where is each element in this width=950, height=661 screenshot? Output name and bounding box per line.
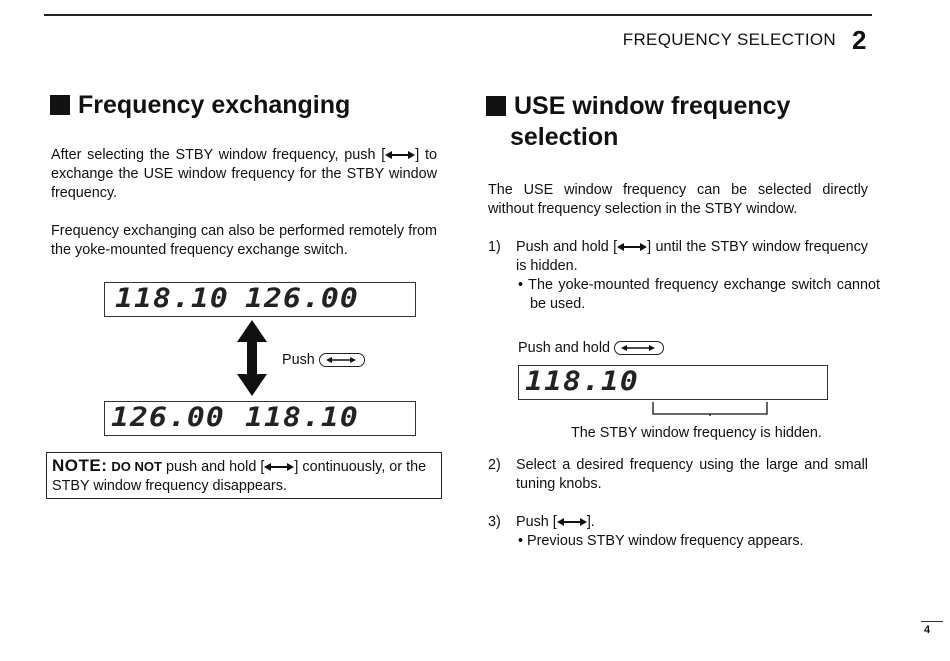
hidden-bracket <box>652 402 768 416</box>
section-title: FREQUENCY SELECTION <box>622 30 836 49</box>
exchange-arrow-icon <box>385 150 415 160</box>
up-down-arrow-icon <box>237 320 267 396</box>
note-box <box>46 452 442 499</box>
push-label-row: Push <box>282 352 365 368</box>
left-paragraph-1: After selecting the STBY window frequency, push [ ] to exchange the USE window frequency for the STBY window frequency. <box>51 147 438 201</box>
page-number-rule <box>921 621 943 622</box>
right-heading: USE window frequency selection <box>486 91 790 153</box>
step3-bullet: • Previous STBY window frequency appears. <box>518 533 804 549</box>
heading-square-icon <box>50 95 70 115</box>
page-number: 4 <box>924 624 931 636</box>
heading-square-icon <box>486 96 506 116</box>
step1-text: Push and hold [ ] until the STBY window frequency is hidden. <box>516 239 868 274</box>
display-bottom-stby: 118.10 <box>245 402 359 433</box>
step2-text: Select a desired frequency using the large and small tuning knobs. <box>516 457 868 492</box>
note-text: NOTE: DO NOT push and hold [ ] continuously, or the STBY window frequency disappears. <box>52 456 427 494</box>
exchange-arrow-icon <box>264 462 294 472</box>
step2-number: 2) <box>488 457 501 473</box>
display-top-stby: 126.00 <box>245 283 359 314</box>
left-paragraph-2: Frequency exchanging can also be performed remotely from the yoke-mounted frequency exchange switch. <box>51 223 437 258</box>
step3-text: Push [ ]. <box>516 514 595 530</box>
right-intro: The USE window frequency can be selected directly without frequency selection in the STBY window. <box>488 182 868 217</box>
display-top-use: 118.10 <box>115 283 229 314</box>
exchange-arrow-icon <box>617 242 647 252</box>
display-top <box>104 282 416 317</box>
header-rule <box>44 14 872 16</box>
exchange-arrow-icon <box>557 517 587 527</box>
hidden-caption: The STBY window frequency is hidden. <box>571 425 822 441</box>
display-use: 118.10 <box>525 366 639 397</box>
left-heading: Frequency exchanging <box>50 90 350 121</box>
display-bottom-use: 126.00 <box>111 402 225 433</box>
exchange-key-icon <box>614 341 664 355</box>
push-hold-row: Push and hold <box>518 340 664 356</box>
step1-number: 1) <box>488 239 501 255</box>
display-bottom <box>104 401 416 436</box>
display-use-only <box>518 365 828 400</box>
exchange-key-icon <box>319 353 365 367</box>
step3-number: 3) <box>488 514 501 530</box>
chapter-number: 2 <box>852 25 867 55</box>
step1-bullet: • The yoke-mounted frequency exchange switch cannot be used. <box>518 277 880 312</box>
